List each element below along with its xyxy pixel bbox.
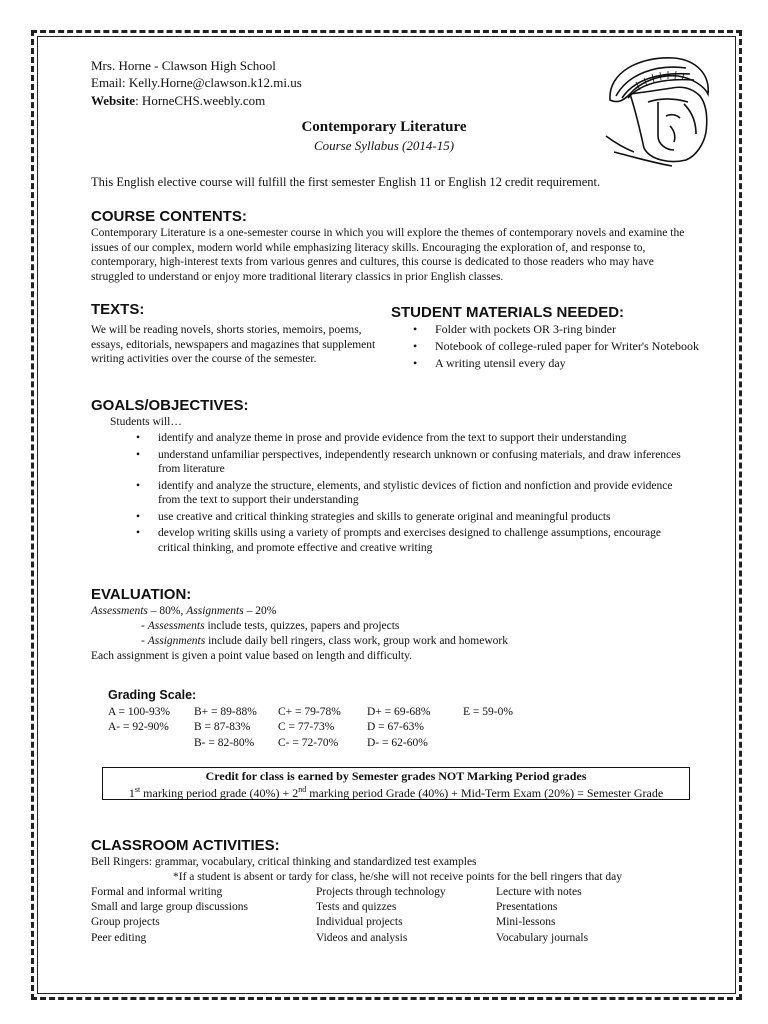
evaluation-weights: Assessments – 80%, Assignments – 20%: [91, 605, 277, 617]
activity-item: Peer editing: [91, 932, 147, 944]
list-item: • understand unfamiliar perspectives, independently research unknown or confusing materials, and draw inferences from literature: [136, 448, 681, 475]
evaluation-assessments: - Assessments include tests, quizzes, papers and projects: [141, 620, 400, 632]
credit-box: [102, 767, 690, 800]
intro-text: This English elective course will fulfill the first semester English 11 or English 12 credit requirement.: [91, 175, 601, 189]
activity-item: Formal and informal writing: [91, 886, 223, 898]
grade-d-minus: D- = 62-60%: [367, 737, 428, 749]
grade-a: A = 100-93%: [108, 706, 171, 718]
grade-a-minus: A- = 92-90%: [108, 721, 169, 733]
list-item: • develop writing skills using a variety of prompts and exercises designed to challenge assumptions, encourage critical thinking, and promote effective and creative writing: [136, 527, 662, 554]
evaluation-point-value: Each assignment is given a point value based on length and difficulty.: [91, 650, 412, 662]
grade-c-plus: C+ = 79-78%: [278, 706, 341, 718]
activity-item: Projects through technology: [316, 886, 446, 898]
goals-intro: Students will…: [110, 416, 182, 428]
grade-c: C = 77-73%: [278, 721, 335, 733]
credit-title: Credit for class is earned by Semester grades NOT Marking Period grades: [205, 769, 587, 783]
activity-item: Vocabulary journals: [496, 932, 589, 944]
list-item: • Notebook of college-ruled paper for Writer's Notebook: [413, 338, 700, 353]
grade-d-plus: D+ = 69-68%: [367, 706, 431, 718]
activity-item: Small and large group discussions: [91, 901, 248, 913]
texts-heading: TEXTS:: [91, 301, 145, 318]
grade-e: E = 59-0%: [463, 706, 513, 718]
activity-item: Mini-lessons: [496, 916, 556, 928]
activity-item: Videos and analysis: [316, 932, 408, 944]
website-value: : HorneCHS.weebly.com: [135, 93, 266, 108]
course-contents-text: Contemporary Literature is a one-semester course in which you will explore the themes of contemporary novels and examine the issues of our complex, modern world while emphasizing literacy skills. Encouraging the exploration of, and response to, contemporary, high-interest texts from various genres and cultures, this course is dedicated to those readers who may have struggled to understand or enjoy more traditional literary classics in prior English classes.: [91, 227, 685, 283]
activity-item: Group projects: [91, 916, 160, 928]
page-subtitle: Course Syllabus (2014-15): [313, 138, 455, 153]
grading-scale-heading: Grading Scale:: [108, 688, 197, 702]
evaluation-assignments: - Assignments include daily bell ringers, class work, group work and homework: [141, 635, 508, 647]
website-line: [91, 93, 265, 108]
grade-c-minus: C- = 72-70%: [278, 737, 339, 749]
texts-text: We will be reading novels, shorts stories, memoirs, poems, essays, editorials, newspapers and magazines that supplement writing activities over the course of the semester.: [91, 324, 376, 365]
activity-item: Tests and quizzes: [316, 901, 397, 913]
activity-item: Lecture with notes: [496, 886, 582, 898]
list-item: • A writing utensil every day: [413, 356, 566, 370]
grade-b: B = 87-83%: [194, 721, 251, 733]
evaluation-heading: EVALUATION:: [91, 586, 192, 603]
email-line: Email: Kelly.Horne@clawson.k12.mi.us: [91, 75, 302, 90]
activities-heading: CLASSROOM ACTIVITIES:: [91, 837, 280, 854]
activity-item: Presentations: [496, 901, 558, 913]
website-label: Website: [91, 93, 136, 108]
goals-list: [136, 431, 686, 555]
spartan-helmet-icon: [600, 52, 714, 168]
list-item: • identify and analyze theme in prose and provide evidence from the text to support their understanding: [136, 432, 627, 444]
list-item: • Folder with pockets OR 3-ring binder: [413, 322, 616, 336]
teacher-line: Mrs. Horne - Clawson High School: [91, 58, 276, 73]
grade-b-plus: B+ = 89-88%: [194, 706, 257, 718]
activity-item: Individual projects: [316, 916, 403, 928]
bell-ringers-note: *If a student is absent or tardy for class, he/she will not receive points for the bell ringers that day: [173, 871, 623, 883]
materials-heading: STUDENT MATERIALS NEEDED:: [391, 304, 625, 321]
bell-ringers-text: Bell Ringers: grammar, vocabulary, critical thinking and standardized test examples: [91, 856, 477, 868]
list-item: • use creative and critical thinking strategies and skills to generate original and meaningful products: [136, 510, 611, 523]
course-contents-heading: COURSE CONTENTS:: [91, 208, 247, 225]
goals-heading: GOALS/OBJECTIVES:: [91, 397, 249, 414]
list-item: • identify and analyze the structure, elements, and stylistic devices of fiction and nonfiction and provide evidence from the text to support their understanding: [136, 479, 673, 506]
grade-b-minus: B- = 82-80%: [194, 737, 255, 749]
page-title: Contemporary Literature: [301, 119, 467, 135]
materials-list: [413, 322, 705, 371]
grade-d: D = 67-63%: [367, 721, 424, 733]
credit-formula: 1st marking period grade (40%) + 2nd marking period Grade (40%) + Mid-Term Exam (20%) = Semester Grade: [128, 785, 664, 800]
